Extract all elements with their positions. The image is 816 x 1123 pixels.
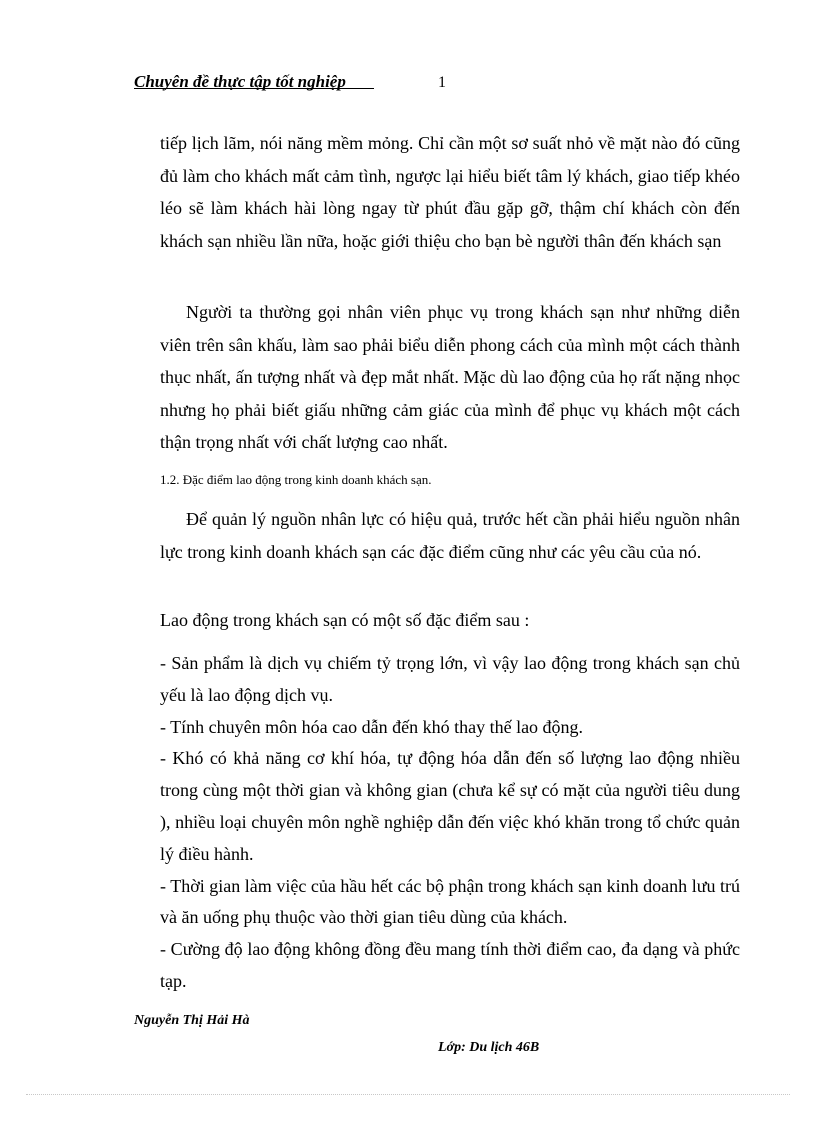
list-item: - Thời gian làm việc của hầu hết các bộ phận trong khách sạn kinh doanh lưu trú và ăn uống phụ thuộc vào thời gian tiêu dùng của khách. [160,875,740,928]
paragraph-4: Lao động trong khách sạn có một số đặc điểm sau : [160,610,530,630]
paragraph-1: tiếp lịch lãm, nói năng mềm mỏng. Chỉ cần một sơ suất nhỏ về mặt nào đó cũng đủ làm cho khách mất cảm tình, ngược lại hiểu biết tâm lý khách, giao tiếp khéo léo sẽ làm khách hài lòng ngay từ phút đầu gặp gỡ, thậm chí khách còn đến khách sạn nhiều lần nữa, hoặc giới thiệu cho bạn bè người thân đến khách sạn [160,133,740,251]
footer-author: Nguyễn Thị Hải Hà [134,1013,250,1028]
document-header-title: Chuyên đề thực tập tốt nghiệp [134,72,346,91]
list-item: - Sản phẩm là dịch vụ chiếm tỷ trọng lớn, vì vậy lao động trong khách sạn chủ yếu là lao động dịch vụ. [160,653,740,705]
list-item: - Tính chuyên môn hóa cao dẫn đến khó thay thế lao động. [160,716,584,737]
paragraph-2: Người ta thường gọi nhân viên phục vụ trong khách sạn như những diễn viên trên sân khấu, làm sao phải biểu diễn phong cách của mình một cách thành thục nhất, ấn tượng nhất và đẹp mắt nhất. Mặc dù lao động của họ rất nặng nhọc nhưng họ phải biết giấu những cảm giác của mình để phục vụ khách một cách thận trọng nhất với chất lượng cao nhất. [160,302,740,452]
section-heading: 1.2. Đặc điểm lao động trong kinh doanh khách sạn. [160,472,432,487]
footer-class-label: Lớp: Du lịch 46B [438,1040,540,1055]
paragraph-1-block [160,127,740,257]
characteristics-list [160,648,740,998]
page-number: 1 [438,74,446,91]
paragraph-3: Để quản lý nguồn nhân lực có hiệu quả, trước hết cần phải hiểu nguồn nhân lực trong kinh doanh khách sạn các đặc điểm cũng như các yêu cầu của nó. [160,509,740,562]
page-bottom-border [26,1094,790,1095]
list-item: - Cường độ lao động không đồng đều mang tính thời điểm cao, đa dạng và phức tạp. [160,939,740,991]
list-item: - Khó có khả năng cơ khí hóa, tự động hóa dẫn đến số lượng lao động nhiều trong cùng một thời gian và không gian (chưa kể sự có mặt của người tiêu dung ), nhiều loại chuyên môn nghề nghiệp dẫn đến việc khó khăn trong tổ chức quản lý điều hành. [160,748,740,864]
paragraph-4-block [160,604,740,637]
header-underline [134,88,374,89]
paragraph-2-block [160,296,740,459]
paragraph-3-block [160,503,740,568]
